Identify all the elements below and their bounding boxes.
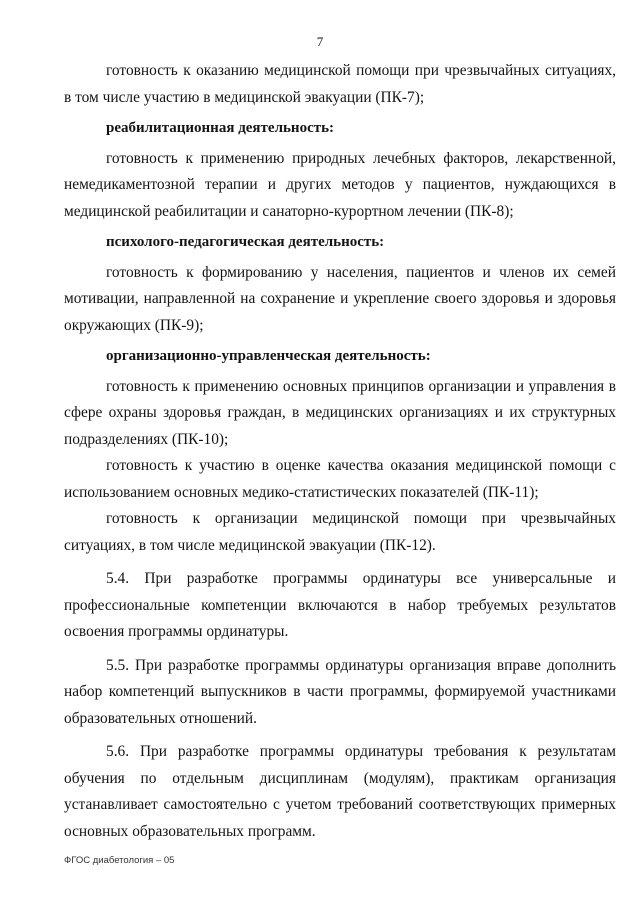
section-heading-organizational: организационно-управленческая деятельность:	[106, 348, 431, 364]
section-heading-rehabilitation: реабилитационная деятельность:	[106, 120, 335, 136]
paragraph-pk11: готовность к участию в оценке качества оказания медицинской помощи с использованием основных медико-статистических показателей (ПК-11);	[64, 457, 616, 501]
footer-document-code: ФГОС диабетология – 05	[64, 855, 175, 866]
paragraph-5-6: 5.6. При разработке программы ординатуры требования к результатам обучения по отдельным дисциплинам (модулям), практикам организация устанавливает самостоятельно с учетом требований соответствующих примерных основных образовательных программ.	[64, 743, 616, 840]
paragraph-pk8: готовность к применению природных лечебных факторов, лекарственной, немедикаментозной терапии и других методов у пациентов, нуждающихся в медицинской реабилитации и санаторно-курортном лечении (ПК-8);	[64, 149, 616, 220]
paragraph-pk9: готовность к формированию у населения, пациентов и членов их семей мотивации, направленной на сохранение и укрепление своего здоровья и здоровья окружающих (ПК-9);	[64, 263, 616, 334]
paragraph-pk10: готовность к применению основных принципов организации и управления в сфере охраны здоровья граждан, в медицинских организациях и их структурных подразделениях (ПК-10);	[64, 377, 616, 448]
paragraph-pk7: готовность к оказанию медицинской помощи при чрезвычайных ситуациях, в том числе участию в медицинской эвакуации (ПК-7);	[64, 62, 616, 106]
paragraph-pk12: готовность к организации медицинской помощи при чрезвычайных ситуациях, в том числе медицинской эвакуации (ПК-12).	[64, 510, 616, 554]
paragraph-5-5: 5.5. При разработке программы ординатуры организация вправе дополнить набор компетенций выпускников в части программы, формируемой участниками образовательных отношений.	[64, 656, 616, 727]
section-heading-psych-pedagogical: психолого-педагогическая деятельность:	[106, 234, 385, 250]
document-body	[64, 58, 616, 845]
page-number: 7	[316, 34, 324, 49]
paragraph-5-4: 5.4. При разработке программы ординатуры все универсальные и профессиональные компетенции включаются в набор требуемых результатов освоения программы ординатуры.	[64, 570, 616, 640]
